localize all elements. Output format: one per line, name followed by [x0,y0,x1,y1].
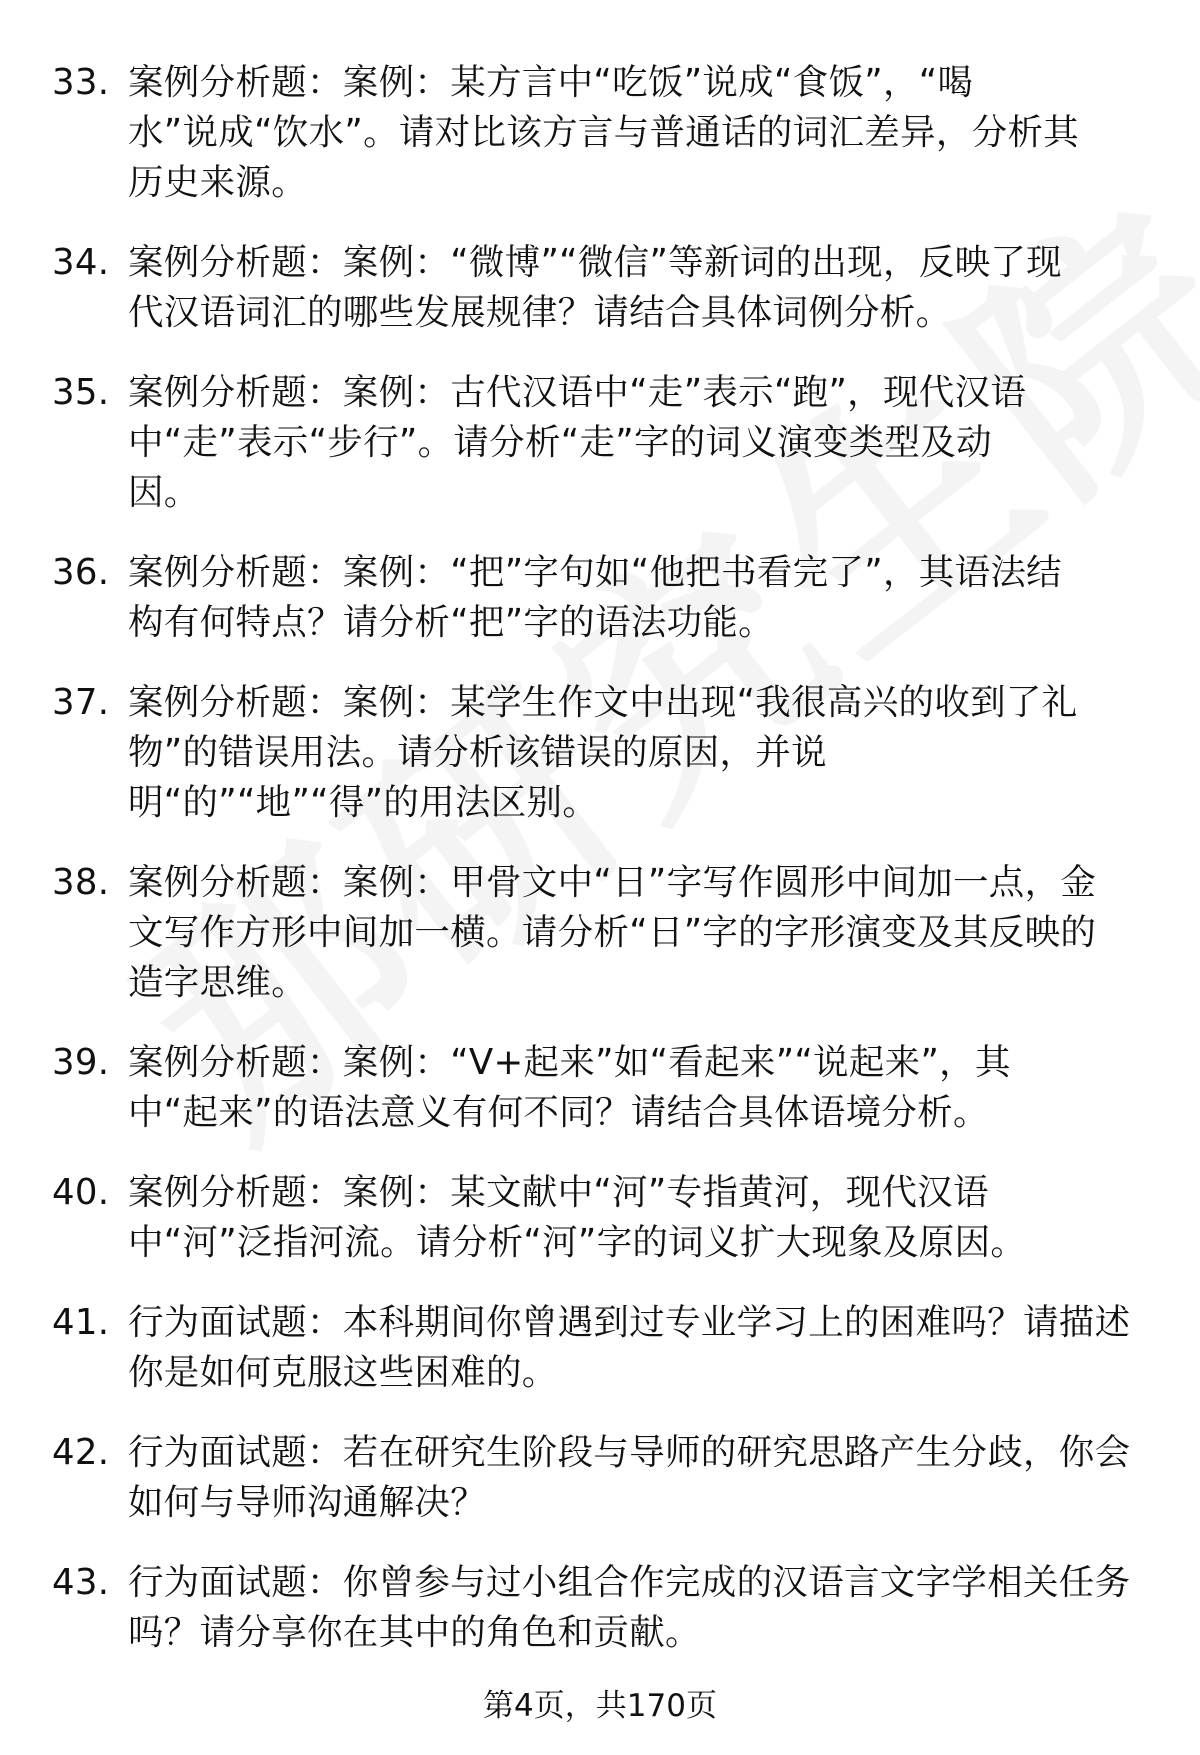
question-text-line: 中“河”泛指河流。请分析“河”字的词义扩大现象及原因。 [128,1222,1027,1263]
question-text-line: 案例分析题：案例：“微博”“微信”等新词的出现，反映了现 [128,242,1062,283]
question-text-line: 文写作方形中间加一横。请分析“日”字的字形演变及其反映的 [128,912,1097,953]
question-number: 39. [52,1042,110,1083]
question-number: 43. [52,1562,110,1603]
question-number: 40. [52,1172,110,1213]
question-number: 34. [52,242,110,283]
question-text-line: 案例分析题：案例：某方言中“吃饭”说成“食饭”，“喝 [128,62,974,103]
question-text-line: 水”说成“饮水”。请对比该方言与普通话的词汇差异，分析其 [128,112,1080,153]
question-item [52,238,1152,338]
question-text-line: 如何与导师沟通解决？ [128,1482,487,1523]
question-text-line: 造字思维。 [128,962,308,1003]
question-number: 42. [52,1432,110,1473]
question-number: 35. [52,372,110,413]
question-text-line: 历史来源。 [128,162,308,203]
question-text-line: 案例分析题：案例：某学生作文中出现“我很高兴的收到了礼 [128,682,1078,723]
question-item [52,368,1152,518]
question-item [52,548,1152,648]
question-text-line: 物”的错误用法。请分析该错误的原因，并说 [128,732,827,773]
page-footer: 第4页，共170页 [483,1688,717,1724]
question-text-line: 案例分析题：案例：“把”字句如“他把书看完了”，其语法结 [128,552,1062,593]
question-list [52,58,1152,1688]
question-text-line: 行为面试题：你曾参与过小组合作完成的汉语言文字学相关任务 [128,1562,1131,1603]
question-text-line: 你是如何克服这些困难的。 [128,1352,558,1393]
question-text-line: 案例分析题：案例：古代汉语中“走”表示“跑”，现代汉语 [128,372,1027,413]
question-text-line: 明“的”“地”“得”的用法区别。 [128,782,599,823]
question-text-line: 中“起来”的语法意义有何不同？请结合具体语境分析。 [128,1092,989,1133]
question-text-line: 行为面试题：若在研究生阶段与导师的研究思路产生分歧，你会 [128,1432,1131,1473]
question-text-line: 代汉语词汇的哪些发展规律？请结合具体词例分析。 [128,292,952,333]
question-item [52,1168,1152,1268]
question-number: 38. [52,862,110,903]
question-text-line: 案例分析题：案例：某文献中“河”专指黄河，现代汉语 [128,1172,989,1213]
question-item [52,1038,1152,1138]
question-number: 41. [52,1302,110,1343]
question-text-line: 因。 [128,472,200,513]
question-text-line: 构有何特点？请分析“把”字的语法功能。 [128,602,774,643]
question-text-line: 吗？请分享你在其中的角色和贡献。 [128,1612,701,1653]
question-item [52,678,1152,828]
question-number: 33. [52,62,110,103]
question-text-line: 中“走”表示“步行”。请分析“走”字的词义演变类型及动 [128,422,992,463]
question-text-line: 案例分析题：案例：“V+起来”如“看起来”“说起来”，其 [128,1042,1011,1083]
question-item [52,1298,1152,1398]
question-text-line: 案例分析题：案例：甲骨文中“日”字写作圆形中间加一点，金 [128,862,1097,903]
question-item [52,1558,1152,1658]
question-number: 37. [52,682,110,723]
question-item [52,58,1152,208]
question-number: 36. [52,552,110,593]
question-text-line: 行为面试题：本科期间你曾遇到过专业学习上的困难吗？请描述 [128,1302,1131,1343]
question-item [52,1428,1152,1528]
question-item [52,858,1152,1008]
